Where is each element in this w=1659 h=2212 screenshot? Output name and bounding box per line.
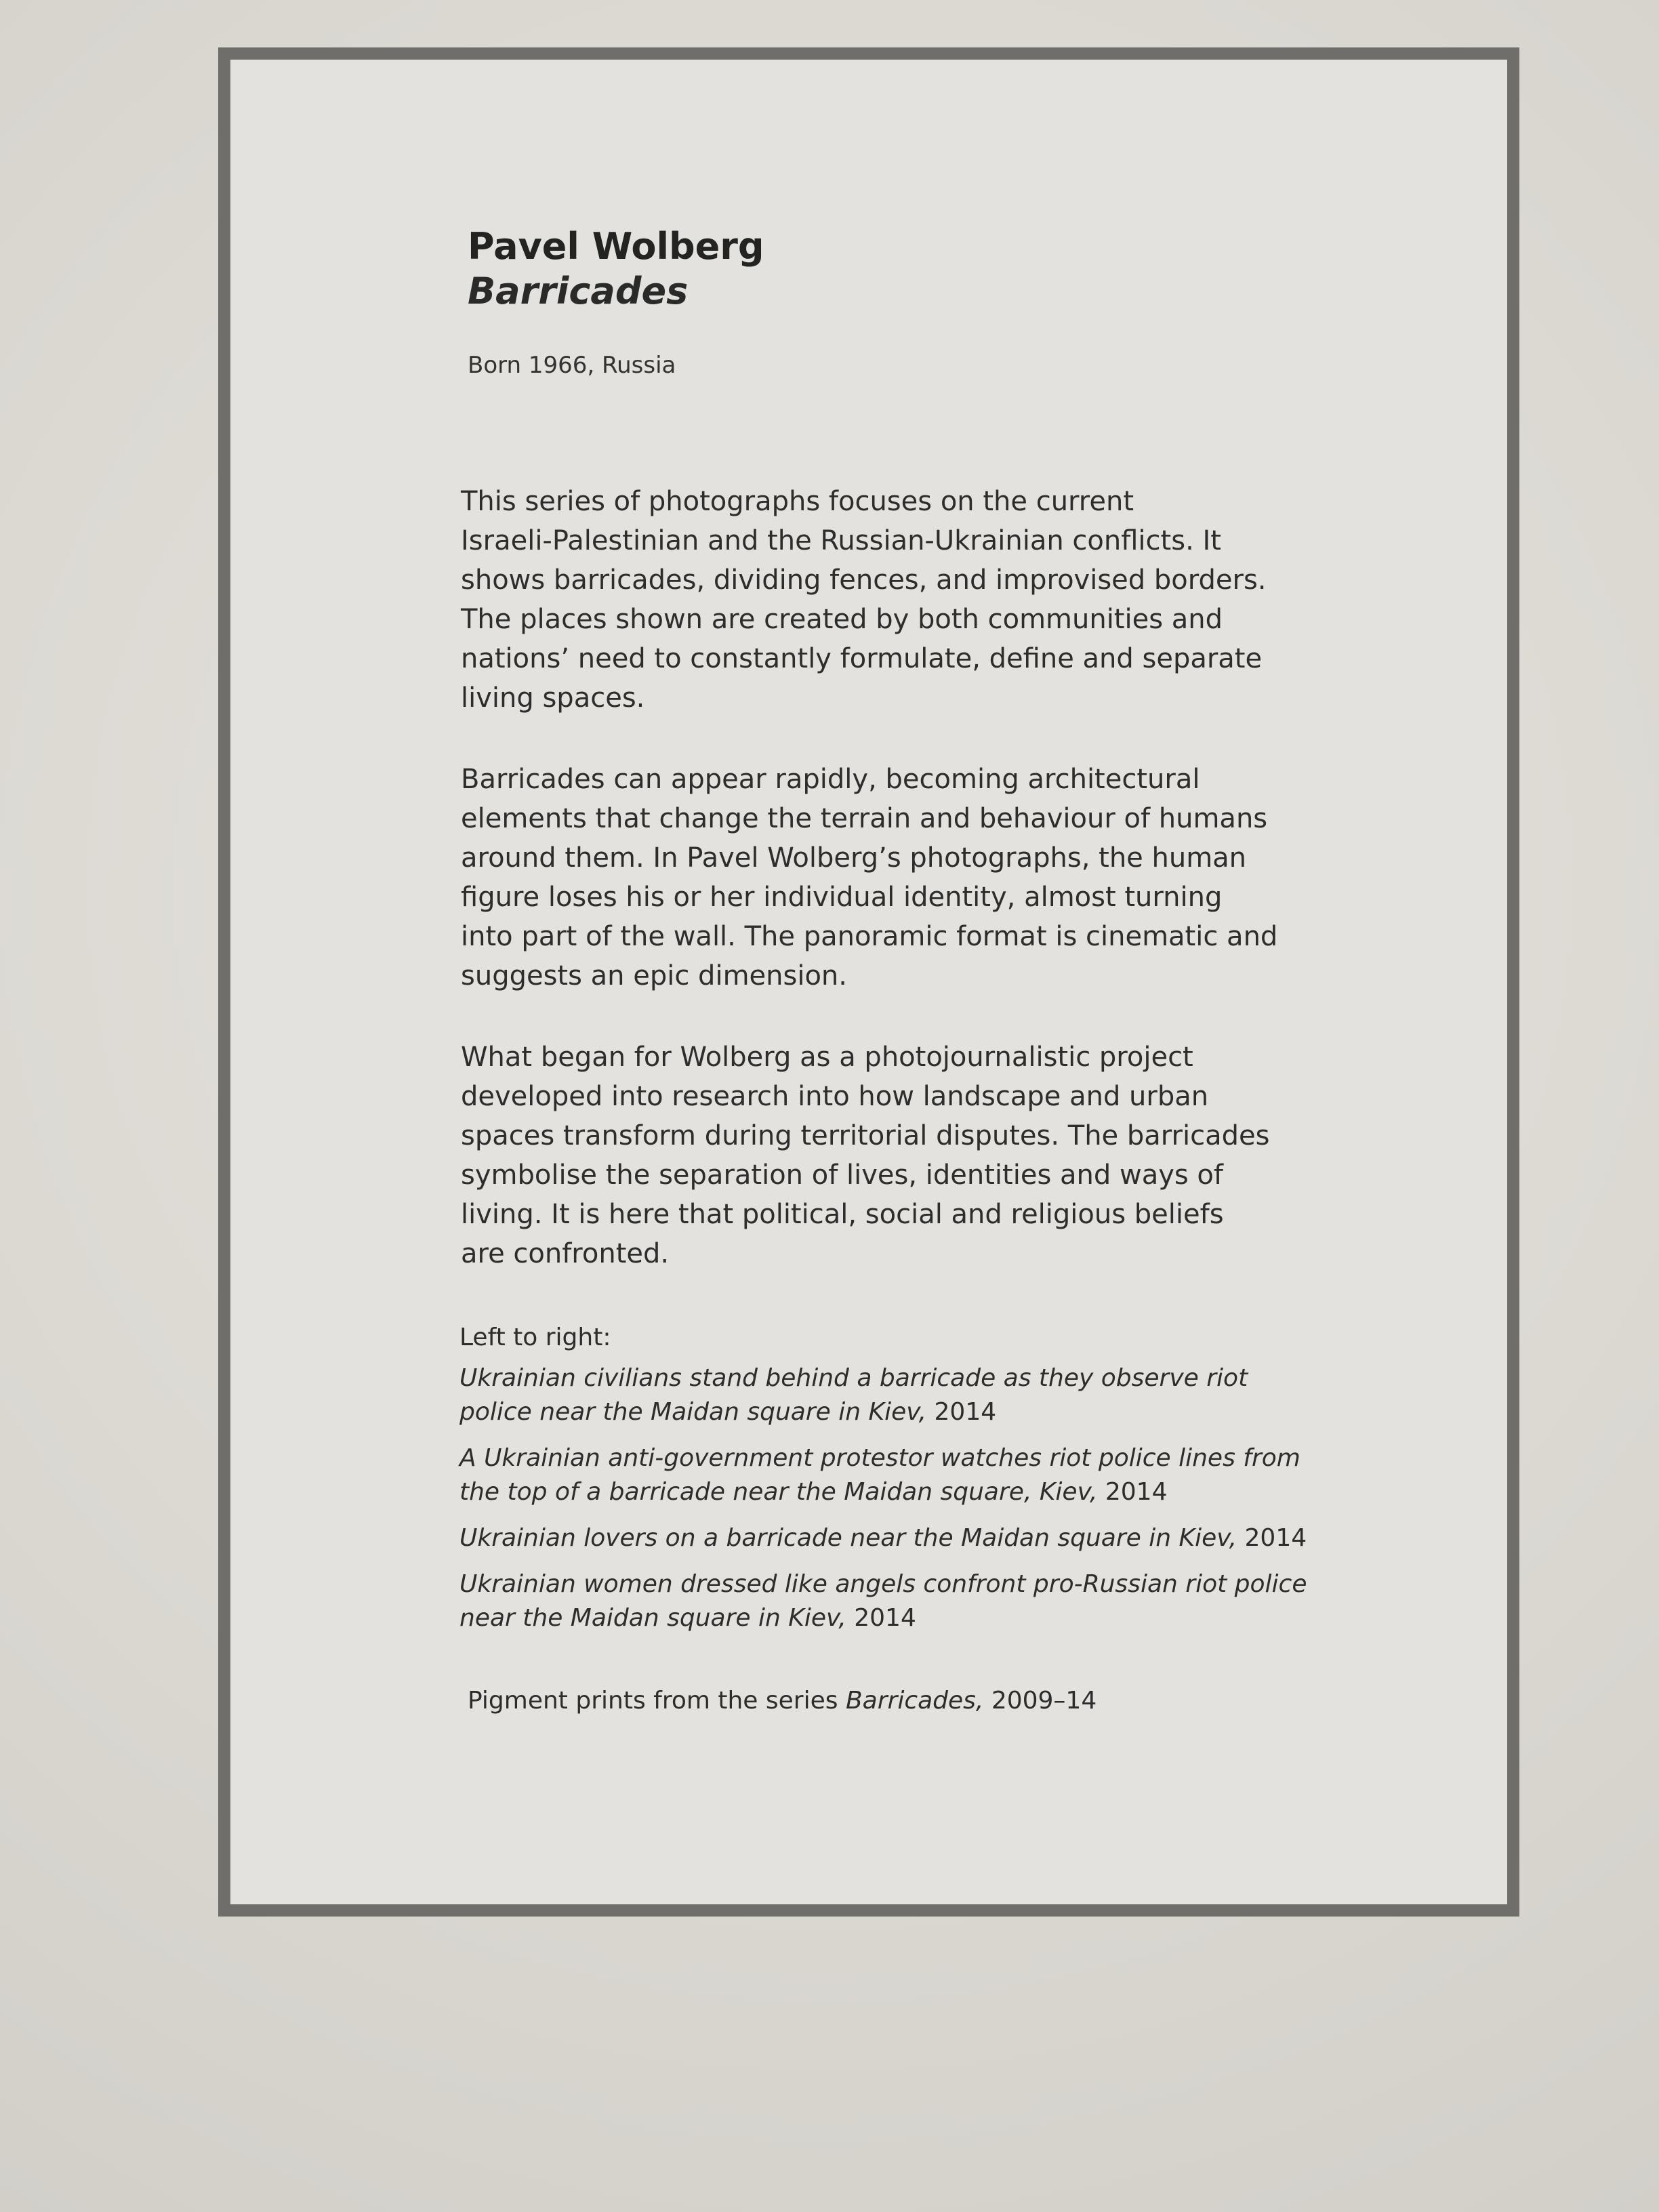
paragraph-line: The places shown are created by both communities and — [461, 604, 1223, 635]
wall-label-frame — [218, 47, 1519, 1917]
credit-item — [459, 1568, 1349, 1635]
credit-caption-line: police near the Maidan square in Kiev, — [459, 1398, 927, 1426]
paragraph-line: symbolise the separation of lives, identities and ways of — [461, 1160, 1223, 1191]
medium-series-title: Barricades, — [845, 1687, 984, 1715]
credit-caption-line: the top of a barricade near the Maidan square, Kiev, — [459, 1478, 1098, 1506]
paragraph-line: are confronted. — [461, 1238, 670, 1269]
paragraph-line: developed into research into how landscape and urban — [461, 1081, 1209, 1112]
credit-item — [459, 1361, 1349, 1429]
credit-year: 2014 — [1097, 1478, 1168, 1506]
work-title: Barricades — [468, 270, 689, 312]
credit-year: 2014 — [1237, 1524, 1307, 1552]
description-paragraph — [461, 1038, 1349, 1273]
description-paragraph — [461, 760, 1349, 996]
paragraph-line: figure loses his or her individual identity, almost turning — [461, 882, 1223, 913]
credit-caption-line: near the Maidan square in Kiev, — [459, 1604, 846, 1632]
credit-year: 2014 — [926, 1398, 997, 1426]
artist-birth-info: Born 1966, Russia — [468, 352, 676, 379]
medium-line — [468, 1684, 1349, 1718]
credit-caption-line: Ukrainian civilians stand behind a barricade as they observe riot — [459, 1364, 1248, 1392]
works-credits — [459, 1321, 1349, 1635]
artist-name: Pavel Wolberg — [468, 225, 764, 268]
paragraph-line: around them. In Pavel Wolberg’s photographs, the human — [461, 842, 1247, 874]
paragraph-line: living spaces. — [461, 682, 645, 714]
paragraph-line: elements that change the terrain and behaviour of humans — [461, 803, 1268, 834]
paragraph-line: What began for Wolberg as a photojournalistic project — [461, 1042, 1193, 1073]
label-content — [459, 225, 1349, 1718]
paragraph-line: spaces transform during territorial disputes. The barricades — [461, 1120, 1270, 1151]
paragraph-line: This series of photographs focuses on the current — [461, 486, 1134, 517]
paragraph-line: shows barricades, dividing fences, and improvised borders. — [461, 565, 1267, 596]
credit-caption-line: A Ukrainian anti-government protestor watches riot police lines from — [459, 1444, 1300, 1472]
description-paragraph — [461, 482, 1349, 718]
credits-heading: Left to right: — [459, 1324, 611, 1351]
paragraph-line: suggests an epic dimension. — [461, 960, 847, 991]
paragraph-line: into part of the wall. The panoramic format is cinematic and — [461, 921, 1278, 952]
credit-caption-line: Ukrainian women dressed like angels confront pro-Russian riot police — [459, 1570, 1307, 1598]
paragraph-line: living. It is here that political, social and religious beliefs — [461, 1199, 1224, 1230]
medium-dates: 2009–14 — [983, 1687, 1097, 1715]
credit-item — [459, 1521, 1349, 1555]
paragraph-line: nations’ need to constantly formulate, define and separate — [461, 643, 1263, 674]
credit-item — [459, 1441, 1349, 1509]
credit-caption-line: Ukrainian lovers on a barricade near the Maidan square in Kiev, — [459, 1524, 1237, 1552]
paragraph-line: Barricades can appear rapidly, becoming architectural — [461, 764, 1200, 795]
credit-year: 2014 — [846, 1604, 916, 1632]
medium-prefix: Pigment prints from the series — [468, 1687, 846, 1715]
paragraph-line: Israeli-Palestinian and the Russian-Ukrainian conflicts. It — [461, 525, 1221, 556]
description — [461, 482, 1349, 1273]
